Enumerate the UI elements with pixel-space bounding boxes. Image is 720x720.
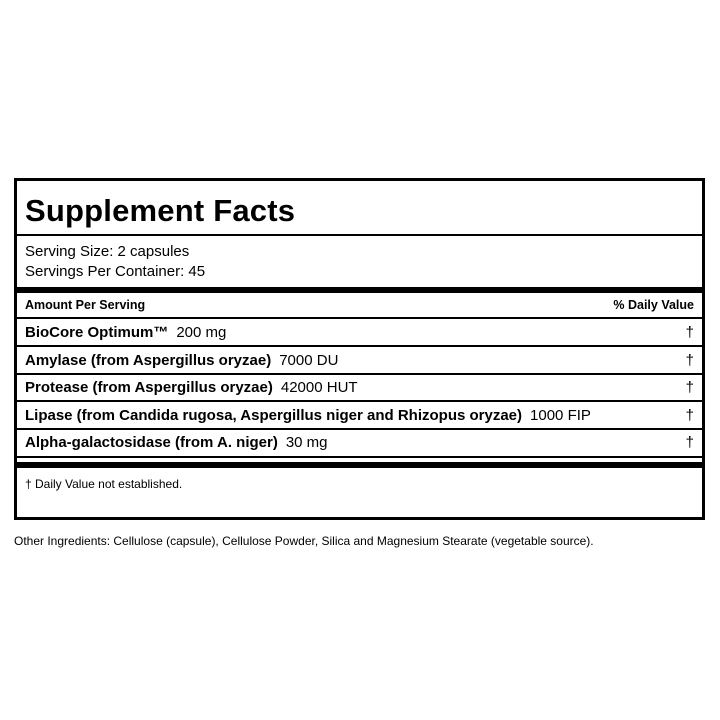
nutrient-amount: 1000 FIP bbox=[530, 407, 591, 424]
divider bbox=[17, 400, 702, 402]
divider bbox=[17, 317, 702, 319]
nutrient-amount: 200 mg bbox=[176, 324, 227, 341]
divider bbox=[17, 234, 702, 236]
nutrient-amount: 30 mg bbox=[285, 434, 328, 451]
nutrient-amount: 7000 DU bbox=[279, 352, 339, 369]
nutrient-row bbox=[17, 403, 702, 428]
nutrient-dv: † bbox=[685, 434, 694, 451]
nutrient-name: Alpha-galactosidase (from A. niger) bbox=[25, 434, 278, 451]
nutrient-row bbox=[17, 348, 702, 373]
daily-value-footnote: † Daily Value not established. bbox=[25, 477, 183, 491]
nutrient-dv: † bbox=[685, 407, 694, 424]
panel-title: Supplement Facts bbox=[25, 193, 296, 228]
thick-divider bbox=[17, 287, 702, 293]
nutrient-row bbox=[17, 320, 702, 345]
nutrient-name: BioCore Optimum™ bbox=[25, 324, 169, 341]
nutrient-name: Lipase (from Candida rugosa, Aspergillus niger and Rhizopus oryzae) bbox=[25, 407, 523, 424]
thick-divider bbox=[17, 462, 702, 468]
nutrient-name: Protease (from Aspergillus oryzae) bbox=[25, 379, 273, 396]
amount-per-serving-header: Amount Per Serving bbox=[25, 298, 146, 312]
divider bbox=[17, 345, 702, 347]
supplement-facts-panel bbox=[14, 178, 705, 520]
daily-value-header: % Daily Value bbox=[613, 298, 694, 312]
servings-per-container: Servings Per Container: 45 bbox=[25, 263, 206, 280]
nutrient-row bbox=[17, 375, 702, 400]
divider bbox=[17, 456, 702, 458]
serving-size: Serving Size: 2 capsules bbox=[25, 243, 190, 260]
nutrient-dv: † bbox=[685, 324, 694, 341]
other-ingredients: Other Ingredients: Cellulose (capsule), Cellulose Powder, Silica and Magnesium Stearate (vegetable source). bbox=[14, 534, 594, 548]
nutrient-dv: † bbox=[685, 352, 694, 369]
nutrient-amount: 42000 HUT bbox=[280, 379, 358, 396]
nutrient-name: Amylase (from Aspergillus oryzae) bbox=[25, 352, 272, 369]
nutrient-row bbox=[17, 430, 702, 455]
nutrient-dv: † bbox=[685, 379, 694, 396]
